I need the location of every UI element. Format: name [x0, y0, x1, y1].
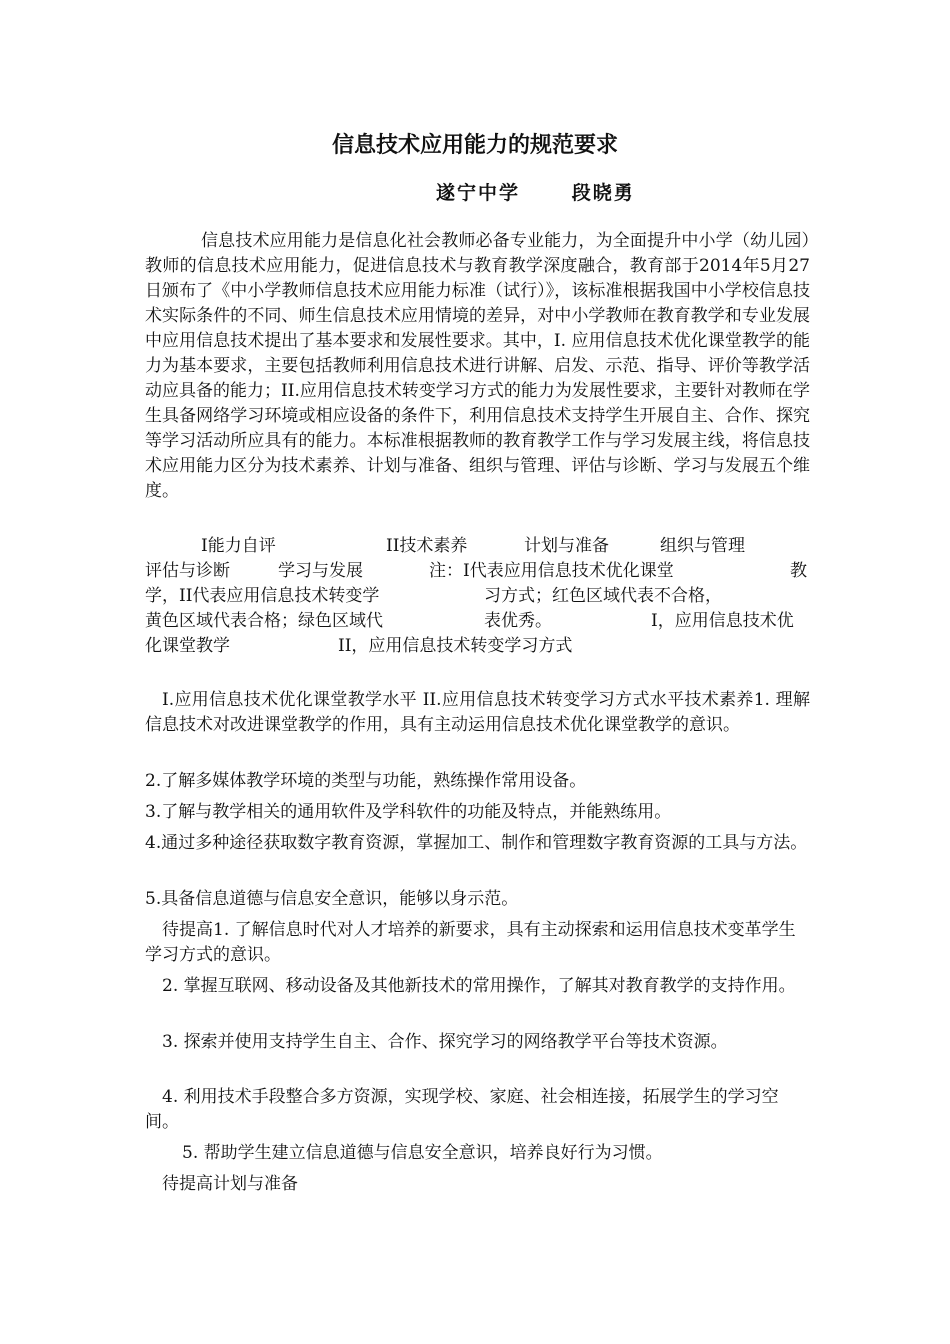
- table-note-4b: II，应用信息技术转变学习方式: [338, 636, 573, 656]
- table-note-2: 学，II代表应用信息技术转变学: [145, 586, 380, 606]
- pending-heading: 待提高计划与准备: [162, 1174, 298, 1194]
- table-note-1: 注：I代表应用信息技术优化课堂: [429, 561, 674, 581]
- list-item: 4.通过多种途径获取数字教育资源，掌握加工、制作和管理数字教育资源的工具与方法。: [145, 833, 808, 853]
- page-title: 信息技术应用能力的规范要求: [331, 133, 618, 158]
- table-cell-organization: 组织与管理: [660, 536, 745, 556]
- list-item: 2.了解多媒体教学环境的类型与功能，熟练操作常用设备。: [145, 771, 587, 791]
- table-cell-tech-literacy: II技术素养: [386, 536, 468, 556]
- table-note-3b: 表优秀。: [484, 611, 552, 631]
- table-note-1b: 教: [790, 561, 807, 581]
- table-note-4: 化课堂教学: [145, 636, 230, 656]
- author-line: 遂宁中学 段晓勇: [436, 182, 635, 204]
- table-cell-self-assessment: I能力自评: [201, 536, 276, 556]
- section-heading-paragraph: I.应用信息技术优化课堂教学水平 II.应用信息技术转变学习方式水平技术素养1. 理解信息技术对改进课堂教学的作用，具有主动运用信息技术优化课堂教学的意识。: [145, 690, 810, 735]
- pending-item: 3. 探索并使用支持学生自主、合作、探究学习的网络教学平台等技术资源。: [162, 1032, 728, 1052]
- pending-item: 4. 利用技术手段整合多方资源，实现学校、家庭、社会相连接，拓展学生的学习空间。: [145, 1087, 779, 1132]
- table-cell-planning: 计划与准备: [524, 536, 609, 556]
- table-note-2b: 习方式；红色区域代表不合格，: [484, 586, 722, 606]
- intro-paragraph: 信息技术应用能力是信息化社会教师必备专业能力，为全面提升中小学（幼儿园）教师的信息技术应用能力，促进信息技术与教育教学深度融合，教育部于2014年5月27日颁布了《中小学教师信息技术应用能力标准（试行）》，该标准根据我国中小学校信息技术实际条件的不同、师生信息技术应用情境的差异，对中小学教师在教育教学和专业发展中应用信息技术提出了基本要求和发展性要求。其中，I. 应用信息技术优化课堂教学的能力为基本要求，主要包括教师利用信息技术进行讲解、启发、示范、指导、评价等教学活动应具备的能力；II.应用信息技术转变学习方式的能力为发展性要求，主要针对教师在学生具备网络学习环境或相应设备的条件下，利用信息技术支持学生开展自主、合作、探究等学习活动所应具有的能力。本标准根据教师的教育教学工作与学习发展主线，将信息技术应用能力区分为技术素养、计划与准备、组织与管理、评估与诊断、学习与发展五个维度。: [145, 231, 810, 501]
- table-note-3c: I，应用信息技术优: [651, 611, 794, 631]
- pending-item: 5. 帮助学生建立信息道德与信息安全意识，培养良好行为习惯。: [182, 1143, 663, 1163]
- table-cell-learning: 学习与发展: [278, 561, 363, 581]
- pending-item: 待提高1. 了解信息时代对人才培养的新要求，具有主动探索和运用信息技术变革学生学习方式的意识。: [145, 920, 796, 965]
- list-item: 3.了解与教学相关的通用软件及学科软件的功能及特点，并能熟练用。: [145, 802, 672, 822]
- table-note-3: 黄色区域代表合格；绿色区域代: [145, 611, 383, 631]
- pending-item: 2. 掌握互联网、移动设备及其他新技术的常用操作，了解其对教育教学的支持作用。: [162, 976, 796, 996]
- list-item: 5.具备信息道德与信息安全意识，能够以身示范。: [145, 889, 519, 909]
- table-cell-assessment: 评估与诊断: [145, 561, 230, 581]
